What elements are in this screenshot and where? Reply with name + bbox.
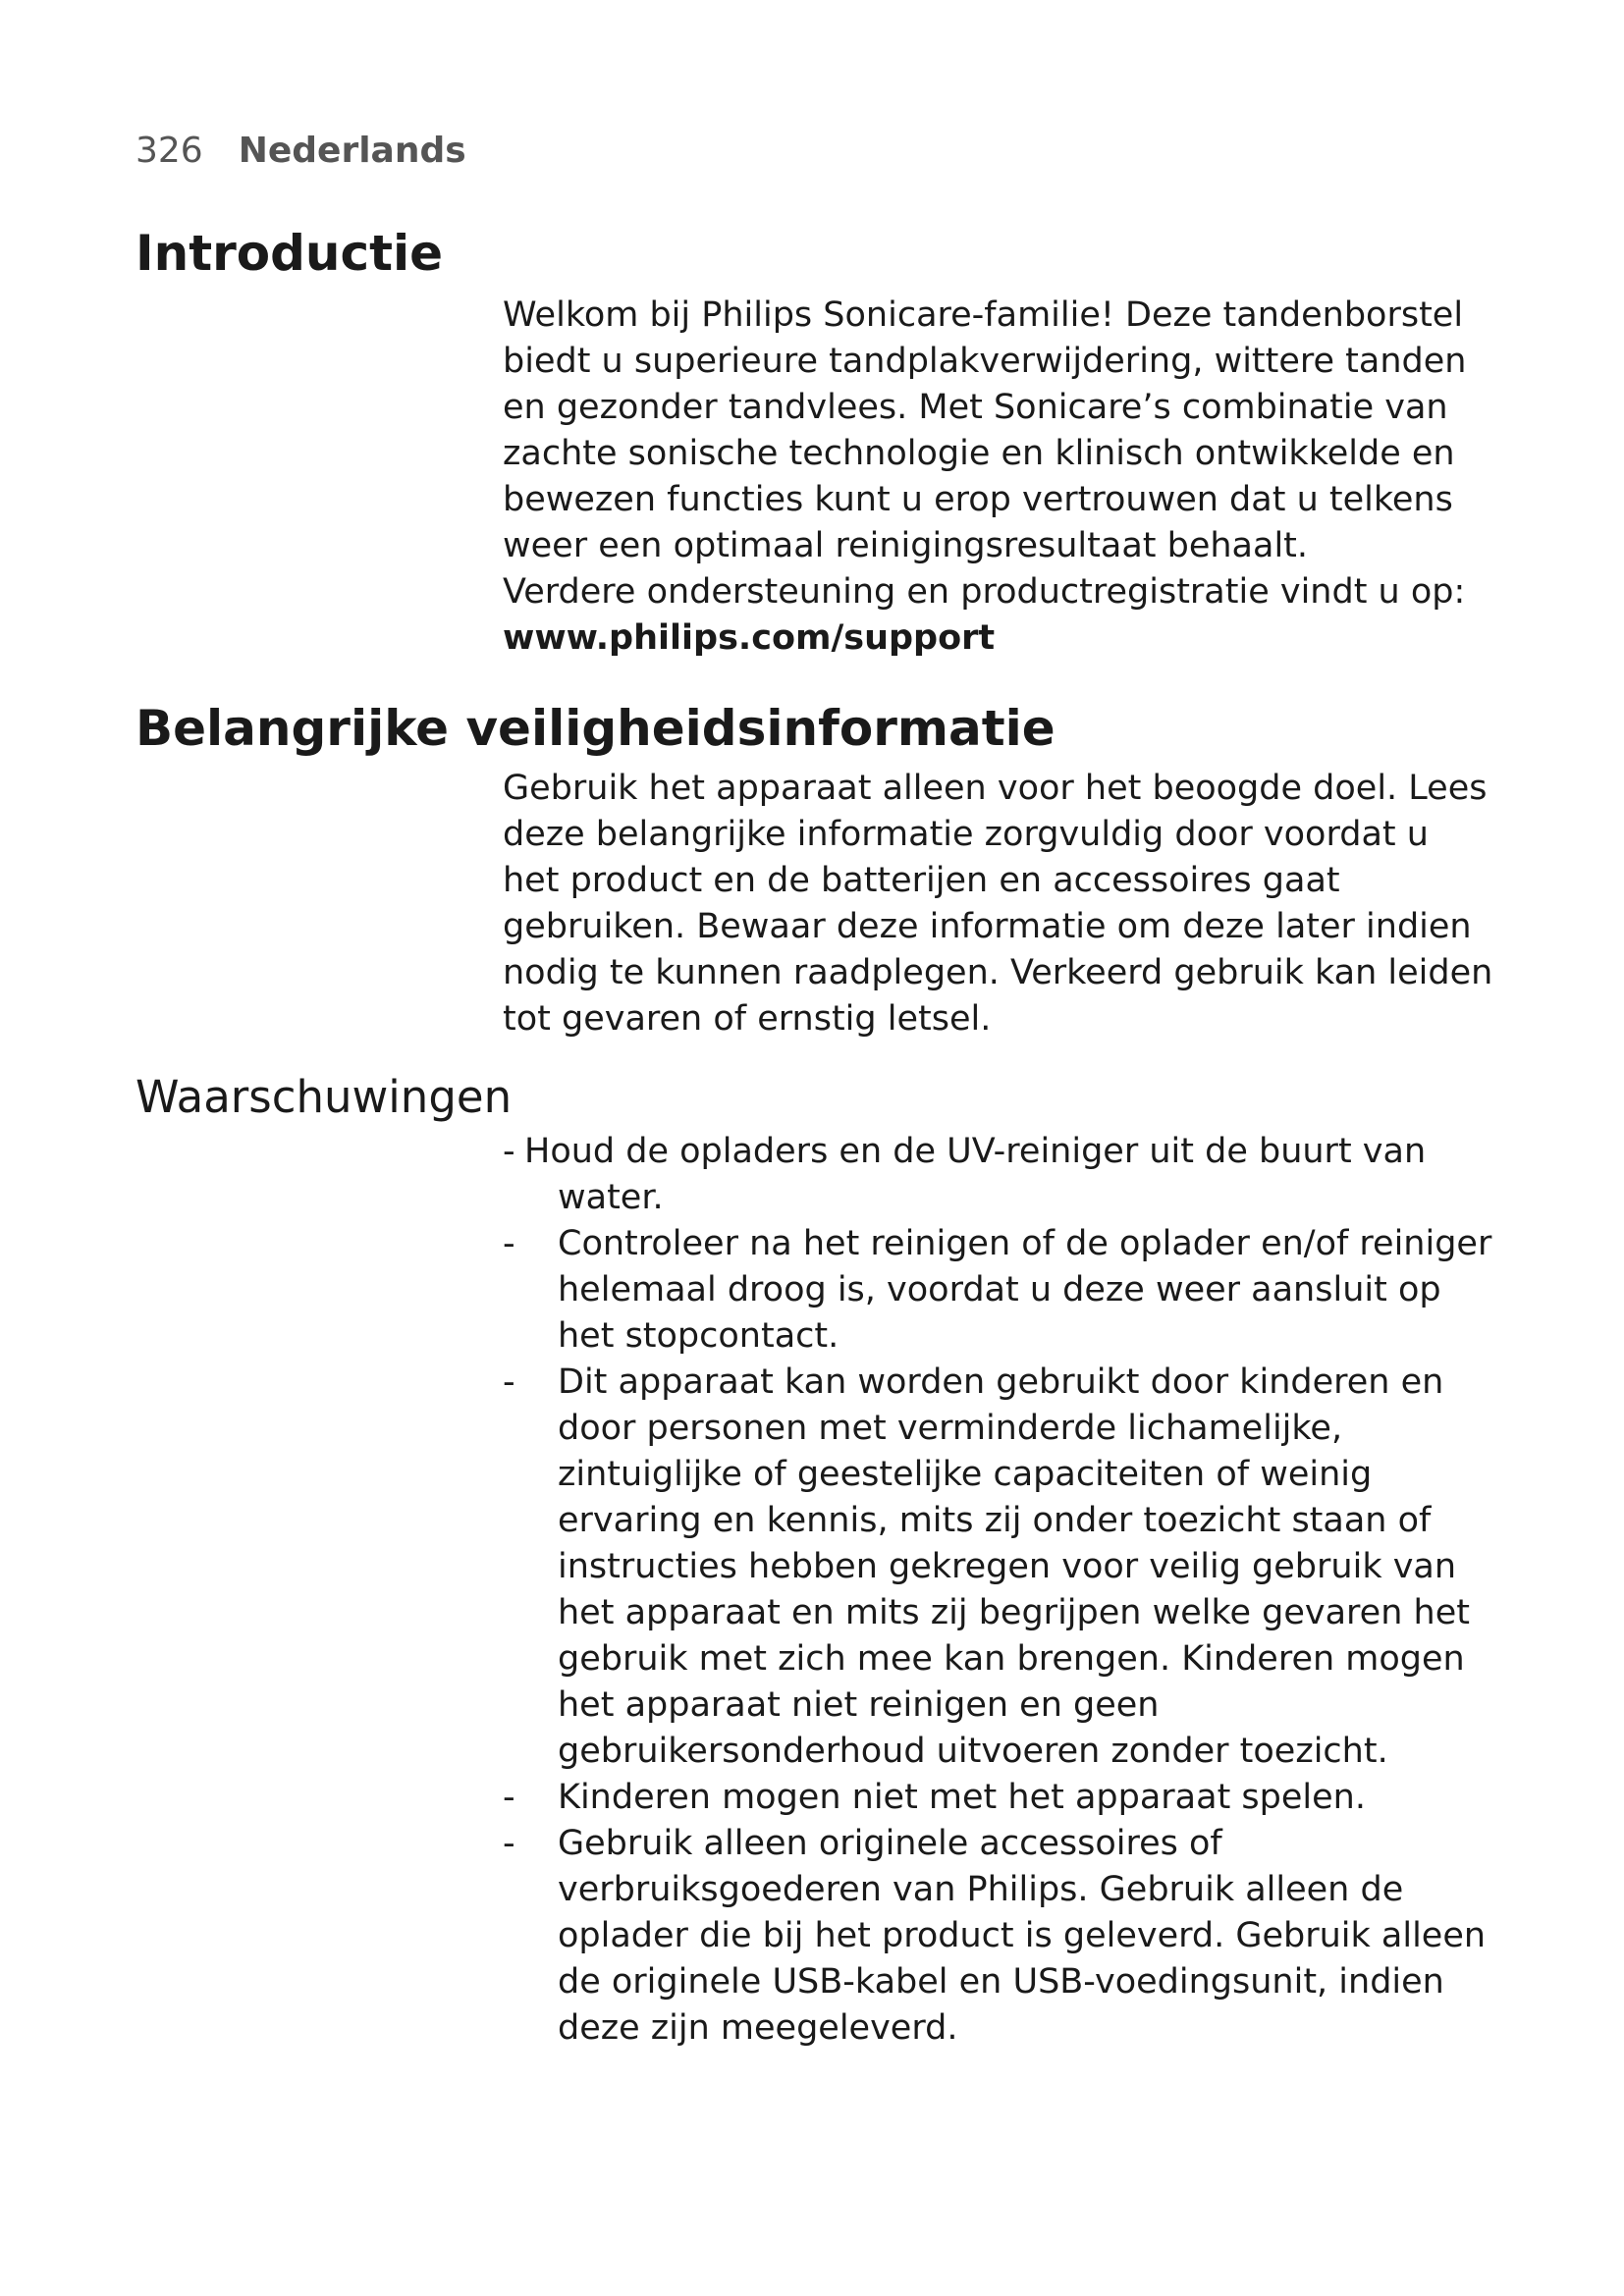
- safety-heading: Belangrijke veiligheidsinformatie: [135, 700, 1056, 757]
- page-number: 326: [135, 131, 203, 171]
- warning-item: [503, 1129, 1494, 1221]
- support-text: Verdere ondersteuning en productregistratie vindt u op:: [503, 572, 1466, 612]
- introduction-body: [503, 293, 1485, 662]
- running-header: [135, 126, 466, 177]
- bullet-dash: -: [503, 1778, 515, 1817]
- introduction-paragraph: Welkom bij Philips Sonicare-familie! Deze tandenborstel biedt u superieure tandplakverwijdering, wittere tanden en gezonder tandvlees. Met Sonicare’s combinatie van zachte sonische technologie en klinisch ontwikkelde en bewezen functies kunt u erop vertrouwen dat u telkens weer een optimaal reinigingsresultaat behaalt.: [503, 295, 1467, 565]
- safety-paragraph: Gebruik het apparaat alleen voor het beoogde doel. Lees deze belangrijke informatie zorgvuldig door voordat u het product en de batterijen en accessoires gaat gebruiken. Bewaar deze informatie om deze later indien nodig te kunnen raadplegen. Verkeerd gebruik kan leiden tot gevaren of ernstig letsel.: [503, 769, 1493, 1039]
- warning-item: [503, 1775, 1494, 1821]
- bullet-dash: -: [503, 1224, 515, 1263]
- language-label: Nederlands: [238, 131, 466, 171]
- bullet-dash: -: [503, 1824, 515, 1863]
- warnings-body: [503, 1129, 1494, 2052]
- support-url[interactable]: www.philips.com/support: [503, 618, 996, 658]
- warning-text: Controleer na het reinigen of de oplader en/of reiniger helemaal droog is, voordat u deze weer aansluit op het stopcontact.: [558, 1224, 1492, 1356]
- warning-item: [503, 1221, 1494, 1360]
- warning-item: [503, 1821, 1494, 2052]
- warning-text: Houd de opladers en de UV-reiniger uit de buurt van water.: [524, 1132, 1427, 1217]
- warning-text: Dit apparaat kan worden gebruikt door kinderen en door personen met verminderde lichamelijke, zintuiglijke of geestelijke capaciteiten of weinig ervaring en kennis, mits zij onder toezicht staan of instructies hebben gekregen voor veilig gebruik van het apparaat en mits zij begrijpen welke gevaren het gebruik met zich mee kan brengen. Kinderen mogen het apparaat niet reinigen en geen gebruikersonderhoud uitvoeren zonder toezicht.: [558, 1362, 1470, 1771]
- warning-item: [503, 1360, 1494, 1775]
- safety-body: [503, 766, 1494, 1042]
- bullet-dash: -: [503, 1362, 515, 1402]
- warnings-list: [503, 1129, 1494, 2052]
- introduction-heading: Introductie: [135, 225, 444, 282]
- bullet-dash: -: [503, 1132, 515, 1171]
- warning-text: Gebruik alleen originele accessoires of verbruiksgoederen van Philips. Gebruik alleen de oplader die bij het product is geleverd. Gebruik alleen de originele USB-kabel en USB-voedingsunit, indien deze zijn meegeleverd.: [558, 1824, 1487, 2048]
- warnings-heading: Waarschuwingen: [135, 1071, 513, 1123]
- warning-text: Kinderen mogen niet met het apparaat spelen.: [558, 1778, 1366, 1817]
